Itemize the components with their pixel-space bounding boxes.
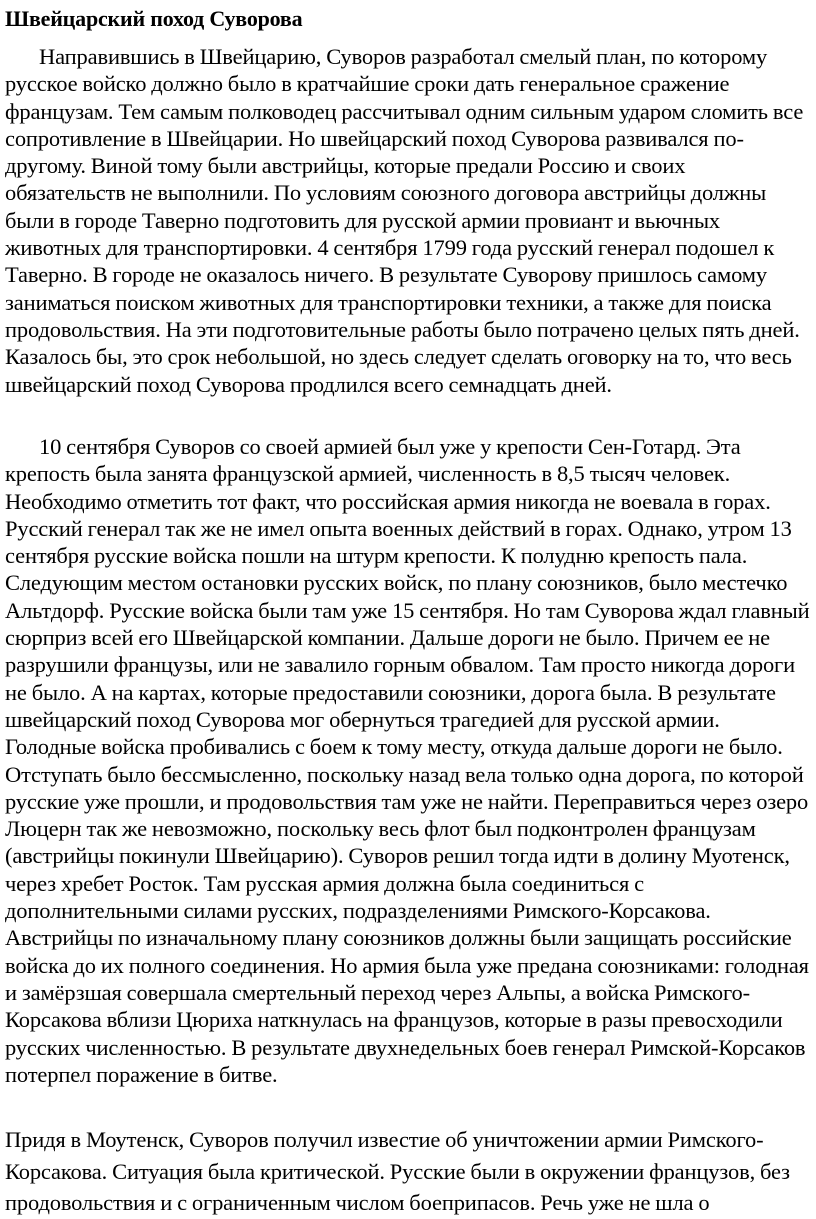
- paragraph-2: 10 сентября Суворов со своей армией был уже у крепости Сен-Готард. Эта крепость была занята французской армией, численность в 8,5 тысяч человек. Необходимо отметить тот факт, что российская армия никогда не воевала в горах. Русский генерал так же не имел опыта военных действий в горах. Однако, утром 13 сентября русские войска пошли на штурм крепости. К полудню крепость пала. Следующим местом остановки русских войск, по плану союзников, было местечко Альтдорф. Русские войска были там уже 15 сентября. Но там Суворова ждал главный сюрприз всей его Швейцарской компании. Дальше дороги не было. Причем ее не разрушили французы, или не завалило горным обвалом. Там просто никогда дороги не было. А на картах, которые предоставили союзники, дорога была. В результате швейцарский поход Суворова мог обернуться трагедией для русской армии. Голодные войска пробивались с боем к тому месту, откуда дальше дороги не было. Отступать было бессмысленно, поскольку назад вела только одна дорога, по которой русские уже прошли, и продовольствия там уже не найти. Переправиться через озеро Люцерн так же невозможно, поскольку весь флот был подконтролен французам (австрийцы покинули Швейцарию). Суворов решил тогда идти в долину Муотенск, через хребет Росток. Там русская армия должна была соединиться с дополнительными силами русских, подразделениями Римского-Корсакова. Австрийцы по изначальному плану союзников должны были защищать российские войска до их полного соединения. Но армия была уже предана союзниками: голодная и замёрзшая совершала смертельный переход через Альпы, а войска Римского-Корсакова вблизи Цюриха наткнулась на французов, которые в разы превосходили русских численностью. В результате двухнедельных боев генерал Римской-Корсаков потерпел поражение в битве.: [5, 434, 810, 1087]
- document-title: Швейцарский поход Суворова: [5, 6, 303, 31]
- paragraph-1: Направившись в Швейцарию, Суворов разработал смелый план, по которому русское войско должно было в кратчайшие сроки дать генеральное сражение французам. Тем самым полководец рассчитывал одним сильным ударом сломить все сопротивление в Швейцарии. Но швейцарский поход Суворова развивался по-другому. Виной тому были австрийцы, которые предали Россию и своих обязательств не выполнили. По условиям союзного договора австрийцы должны были в городе Таверно подготовить для русской армии провиант и вьючных животных для транспортировки. 4 сентября 1799 года русский генерал подошел к Таверно. В городе не оказалось ничего. В результате Суворову пришлось самому заниматься поиском животных для транспортировки техники, а также для поиска продовольствия. На эти подготовительные работы было потрачено целых пять дней. Казалось бы, это срок небольшой, но здесь следует сделать оговорку на то, что весь швейцарский поход Суворова продлился всего семнадцать дней.: [5, 44, 804, 397]
- paragraph-3: Придя в Моутенск, Суворов получил известие об уничтожении армии Римского-Корсакова. Ситуация была критической. Русские были в окружении французов, без продовольствия и с ограниченным числом боеприпасов. Речь уже не шла о: [5, 1127, 790, 1215]
